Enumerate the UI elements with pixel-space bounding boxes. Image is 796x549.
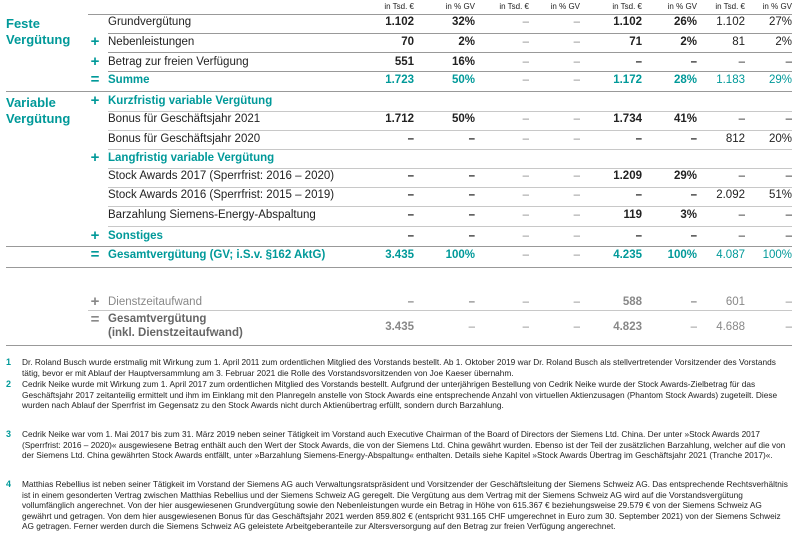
table-cell: 4.688 xyxy=(716,321,745,333)
row-label: Stock Awards 2016 (Sperrfrist: 2015 – 2019) xyxy=(108,189,335,201)
footnote-number: 1 xyxy=(6,357,12,367)
table-cell: 3.435 xyxy=(385,321,414,333)
table-cell: – xyxy=(690,56,697,68)
table-cell: – xyxy=(522,36,529,48)
column-header: in % GV xyxy=(445,2,475,11)
row-rule xyxy=(108,71,792,72)
row-label: Bonus für Geschäftsjahr 2021 xyxy=(108,113,261,125)
table-cell: – xyxy=(522,321,529,333)
row-rule xyxy=(6,267,792,268)
table-cell: 3.435 xyxy=(385,249,414,261)
table-cell: 27% xyxy=(768,16,792,28)
row-symbol: = xyxy=(90,71,100,88)
table-cell: – xyxy=(468,209,475,221)
table-cell: – xyxy=(573,36,580,48)
row-symbol: + xyxy=(90,53,100,70)
footnote xyxy=(6,357,790,378)
table-cell: – xyxy=(690,189,697,201)
row-rule xyxy=(108,187,792,188)
row-symbol: + xyxy=(90,149,100,166)
table-cell: – xyxy=(785,170,792,182)
table-cell: – xyxy=(522,113,529,125)
table-cell: – xyxy=(690,133,697,145)
table-cell: – xyxy=(522,296,529,308)
column-header: in Tsd. € xyxy=(715,2,745,11)
table-cell: – xyxy=(573,209,580,221)
footnote-text: Dr. Roland Busch wurde erstmalig mit Wirkung zum 1. April 2011 zum ordentlichen Mitglied des Vorstands bestellt. Ab 1. Oktober 2019 war Dr. Roland Busch als stellvertretender Vorsitzender des Vorstands tätig, bevor er mit Ablauf der Hauptversammlung am 3. Februar 2021 die Rolle des Vorstandsvorsitzenden von Joe Kaeser übernahm. xyxy=(22,357,776,378)
table-cell: – xyxy=(785,230,792,242)
row-rule xyxy=(6,91,792,92)
table-cell: 28% xyxy=(673,74,697,86)
table-cell: 3% xyxy=(680,209,697,221)
table-cell: – xyxy=(785,56,792,68)
table-cell: – xyxy=(522,74,529,86)
table-cell: – xyxy=(522,230,529,242)
footnote-number: 3 xyxy=(6,429,12,439)
section-variable-label: Variable Vergütung xyxy=(6,95,71,126)
row-symbol: + xyxy=(90,227,100,244)
table-cell: 1.102 xyxy=(716,16,745,28)
table-cell: 4.087 xyxy=(716,249,745,261)
table-cell: – xyxy=(573,189,580,201)
row-rule xyxy=(108,130,792,131)
table-cell: – xyxy=(738,113,745,125)
column-header: in % GV xyxy=(762,2,792,11)
table-cell: – xyxy=(468,170,475,182)
table-cell: – xyxy=(407,133,414,145)
table-cell: – xyxy=(635,56,642,68)
table-cell: 100% xyxy=(445,249,475,261)
table-cell: – xyxy=(522,16,529,28)
table-cell: – xyxy=(573,16,580,28)
table-cell: – xyxy=(690,321,697,333)
table-cell: – xyxy=(407,296,414,308)
table-cell: 50% xyxy=(451,113,475,125)
footnote-text: Cedrik Neike war vom 1. Mai 2017 bis zum 31. März 2019 neben seiner Tätigkeit im Vorstand auch Executive Chairman of the Board of Directors der Siemens Ltd. China. Der unter »Stock Awards 2017 (Sperrfrist: 2016 – 2020)« ausgewiesene Betrag enthält auch den Wert der Stock Awards, die von der Siemens Ltd. China gewährt wurden. Ebenso ist der Teil der zusätzlichen Barzahlung, welcher auf die von der Siemens Ltd. China gewährten Stock Awards entfällt, unter »Barzahlung Siemens-Energy-Abspaltung« enthalten. Details siehe Kapitel »Stock Awards Übertrag im Geschäftsjahr 2021 (Tranche 2017)«. xyxy=(22,429,786,461)
table-cell: – xyxy=(573,74,580,86)
table-cell: 1.712 xyxy=(385,113,414,125)
footnote xyxy=(6,479,790,532)
table-cell: – xyxy=(785,209,792,221)
row-label: Stock Awards 2017 (Sperrfrist: 2016 – 2020) xyxy=(108,170,335,182)
table-cell: – xyxy=(407,189,414,201)
table-cell: 20% xyxy=(768,133,792,145)
footnote-text: Matthias Rebellius ist neben seiner Tätigkeit im Vorstand der Siemens AG auch Verwaltungsratspräsident und Vorsitzender der Geschäftsleitung der Siemens Schweiz AG. Das entsprechende Rechtsverhältnis ist in einem gesonderten Vertrag zwischen Matthias Rebellius und der Siemens Schweiz AG geregelt. Die Vergütung aus dem Vertrag mit der Siemens Schweiz AG wird auf die Vorstandsvergütung vollumfänglich angerechnet. Von der hier ausgewiesenen Grundvergütung sowie den Nebenleistungen wurde ein Betrag in Höhe von 615.367 € beziehungsweise 29.579 € von der Siemens Schweiz AG gewährt und getragen. Von dem hier ausgewiesenen Bonus für das Geschäftsjahr 2021 werden 859.802 € (entspricht 931.165 CHF umgerechnet in Euro zum 30. September 2021) von der Siemens Schweiz AG getragen. Ferner werden durch die Siemens Schweiz AG geleistete Arbeitgeberanteile zur Altersversorgung auf den Betrag zur freien Verfügung angerechnet. xyxy=(22,479,788,532)
row-symbol: + xyxy=(90,92,100,109)
row-label: Dienstzeitaufwand xyxy=(108,296,202,308)
header-rule xyxy=(88,14,792,15)
table-cell: – xyxy=(573,321,580,333)
table-cell: 29% xyxy=(768,74,792,86)
table-cell: – xyxy=(573,56,580,68)
row-rule xyxy=(88,310,792,311)
row-label: Gesamtvergütung (GV; i.S.v. §162 AktG) xyxy=(108,249,326,261)
table-cell: – xyxy=(573,230,580,242)
table-cell: 71 xyxy=(629,36,642,48)
table-cell: – xyxy=(522,170,529,182)
table-cell: – xyxy=(522,189,529,201)
table-cell: – xyxy=(690,230,697,242)
row-symbol: + xyxy=(90,33,100,50)
section-fixed-label: Feste Vergütung xyxy=(6,16,71,47)
table-cell: 16% xyxy=(451,56,475,68)
table-cell: – xyxy=(468,296,475,308)
table-cell: – xyxy=(522,133,529,145)
table-cell: 100% xyxy=(667,249,697,261)
footnote xyxy=(6,429,790,461)
table-cell: 26% xyxy=(673,16,697,28)
table-cell: – xyxy=(407,209,414,221)
table-cell: 812 xyxy=(725,133,745,145)
table-cell: 50% xyxy=(451,74,475,86)
table-cell: 70 xyxy=(401,36,414,48)
row-symbol: + xyxy=(90,293,100,310)
footnote-number: 2 xyxy=(6,379,12,389)
table-cell: – xyxy=(738,56,745,68)
table-cell: – xyxy=(785,296,792,308)
table-cell: 1.102 xyxy=(613,16,642,28)
column-header: in Tsd. € xyxy=(612,2,642,11)
row-label: Gesamtvergütung (inkl. Dienstzeitaufwand) xyxy=(108,313,243,339)
row-label: Betrag zur freien Verfügung xyxy=(108,56,249,68)
table-cell: 2.092 xyxy=(716,189,745,201)
table-cell: 1.102 xyxy=(385,16,414,28)
table-cell: – xyxy=(468,230,475,242)
row-rule xyxy=(6,345,792,346)
row-rule xyxy=(108,149,792,150)
table-cell: – xyxy=(522,249,529,261)
footnote xyxy=(6,379,790,411)
table-cell: – xyxy=(468,321,475,333)
row-label: Kurzfristig variable Vergütung xyxy=(108,95,273,107)
table-cell: 1.172 xyxy=(613,74,642,86)
row-rule xyxy=(108,206,792,207)
table-cell: – xyxy=(468,189,475,201)
table-cell: – xyxy=(522,209,529,221)
table-cell: – xyxy=(738,209,745,221)
table-cell: 41% xyxy=(673,113,697,125)
table-cell: – xyxy=(407,170,414,182)
table-cell: 119 xyxy=(623,209,642,221)
table-cell: 2% xyxy=(775,36,792,48)
column-header: in Tsd. € xyxy=(384,2,414,11)
table-cell: 1.183 xyxy=(716,74,745,86)
table-cell: 51% xyxy=(768,189,792,201)
table-cell: 551 xyxy=(394,56,414,68)
row-rule xyxy=(6,246,792,247)
table-cell: 1.723 xyxy=(385,74,414,86)
table-cell: – xyxy=(573,113,580,125)
table-cell: – xyxy=(573,296,580,308)
table-cell: 100% xyxy=(762,249,792,261)
row-label: Nebenleistungen xyxy=(108,36,195,48)
row-label: Sonstiges xyxy=(108,230,163,242)
column-header: in % GV xyxy=(667,2,697,11)
table-cell: – xyxy=(738,230,745,242)
table-cell: – xyxy=(690,296,697,308)
table-cell: 1.734 xyxy=(613,113,642,125)
column-header: in Tsd. € xyxy=(499,2,529,11)
table-cell: 81 xyxy=(732,36,745,48)
row-label: Langfristig variable Vergütung xyxy=(108,152,275,164)
row-label: Summe xyxy=(108,74,150,86)
row-label: Barzahlung Siemens-Energy-Abspaltung xyxy=(108,209,316,221)
footnote-number: 4 xyxy=(6,479,12,489)
row-rule xyxy=(108,33,792,34)
row-rule xyxy=(108,111,792,112)
table-cell: 29% xyxy=(673,170,697,182)
table-cell: – xyxy=(785,113,792,125)
row-rule xyxy=(108,226,792,227)
row-rule xyxy=(108,168,792,169)
table-cell: – xyxy=(522,56,529,68)
table-cell: 4.235 xyxy=(613,249,642,261)
row-label: Grundvergütung xyxy=(108,16,192,28)
row-rule xyxy=(108,52,792,53)
table-cell: 2% xyxy=(680,36,697,48)
column-header: in % GV xyxy=(550,2,580,11)
table-cell: – xyxy=(785,321,792,333)
footnote-text: Cedrik Neike wurde mit Wirkung zum 1. April 2017 zum ordentlichen Mitglied des Vorstands bestellt. Aufgrund der unterjährigen Bestellung von Cedrik Neike wurde der Stock Awards-Zielbetrag für das Geschäftsjahr 2017 zeitanteilig ermittelt und ihm im Einklang mit den Planregeln anstelle von Stock Awards eine entsprechende Anzahl von virtuellen Aktienzusagen (Phantom Stock Awards) zugeteilt. Diese wurden nach Ablauf der Sperrfrist im Gegensatz zu den Stock Awards nicht durch Aktienübertrag erfüllt, sondern durch Barzahlung. xyxy=(22,379,778,411)
table-cell: – xyxy=(407,230,414,242)
table-cell: – xyxy=(468,133,475,145)
table-cell: – xyxy=(573,133,580,145)
table-cell: – xyxy=(573,249,580,261)
table-cell: 4.823 xyxy=(613,321,642,333)
row-label: Bonus für Geschäftsjahr 2020 xyxy=(108,133,261,145)
row-symbol: = xyxy=(90,246,100,263)
table-cell: 601 xyxy=(725,296,745,308)
table-cell: – xyxy=(635,133,642,145)
table-cell: 588 xyxy=(622,296,642,308)
table-cell: – xyxy=(635,189,642,201)
table-cell: – xyxy=(573,170,580,182)
table-cell: 1.209 xyxy=(613,170,642,182)
table-cell: 32% xyxy=(451,16,475,28)
table-cell: – xyxy=(635,230,642,242)
row-symbol: = xyxy=(90,311,100,328)
table-cell: – xyxy=(738,170,745,182)
table-cell: 2% xyxy=(458,36,475,48)
